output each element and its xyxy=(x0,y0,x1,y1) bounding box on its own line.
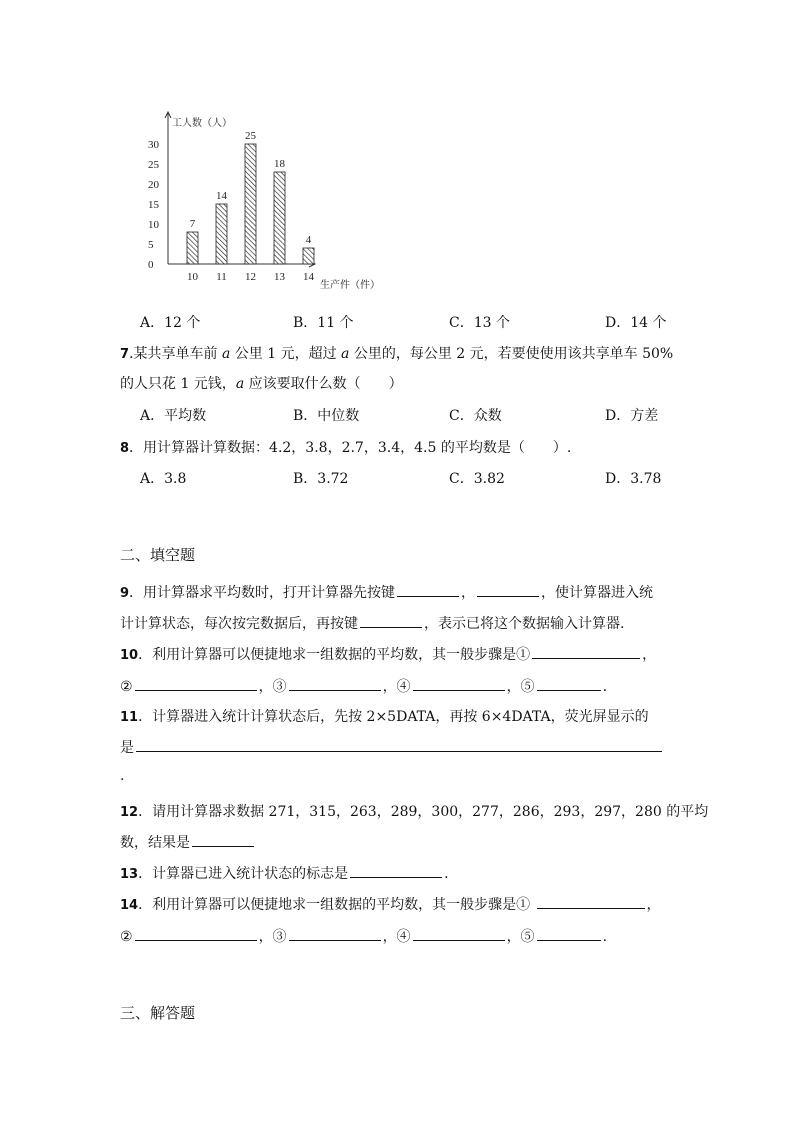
bar-data-label: 4 xyxy=(305,234,312,246)
x-tick-label: 13 xyxy=(274,271,285,283)
question-9-line2 xyxy=(120,613,624,633)
q7-option-c: C．众数 xyxy=(449,408,502,424)
punctuation: ， xyxy=(646,897,661,913)
q8-option-b: B．3.72 xyxy=(293,471,349,487)
y-tick-label: 15 xyxy=(148,199,159,211)
bar xyxy=(303,248,314,264)
q7-option-b: B．中位数 xyxy=(293,408,360,424)
question-9 xyxy=(120,582,653,602)
step-marker: ，③ xyxy=(258,679,287,695)
step-marker: ，④ xyxy=(382,929,411,945)
y-tick-label: 10 xyxy=(148,219,159,231)
punctuation: . xyxy=(444,866,449,882)
question-10-line2 xyxy=(120,676,607,696)
step-marker: ，⑤ xyxy=(506,679,535,695)
question-11-line2 xyxy=(120,737,664,757)
question-number: 10 xyxy=(120,648,139,663)
question-text: .某共享单车前 xyxy=(129,346,222,362)
question-text: 应该要取什么数（ ） xyxy=(244,376,403,392)
answer-blank[interactable] xyxy=(360,615,422,628)
answer-blank[interactable] xyxy=(135,928,257,941)
punctuation: ， xyxy=(642,647,657,663)
question-text: ．用计算器计算数据：4.2，3.8，2.7，3.4，4.5 的平均数是（ ）. xyxy=(129,440,572,456)
question-text: ．用计算器求平均数时，打开计算器先按键 xyxy=(129,585,396,601)
bar xyxy=(274,172,285,264)
x-tick-label: 11 xyxy=(216,271,227,283)
question-14 xyxy=(120,894,661,914)
q7-option-a: A．平均数 xyxy=(140,408,207,424)
question-7-line2 xyxy=(120,373,403,393)
step-marker: ，③ xyxy=(258,929,287,945)
q6-option-d: D．14 个 xyxy=(605,315,667,331)
question-text: ．计算器已进入统计状态的标志是 xyxy=(138,866,349,882)
answer-blank[interactable] xyxy=(477,584,539,597)
question-text: 公里的，每公里 2 元，若要使使用该共享单车 50% xyxy=(349,346,674,362)
answer-blank[interactable] xyxy=(135,678,257,691)
question-10 xyxy=(120,644,656,664)
y-tick-label: 30 xyxy=(148,139,159,151)
question-number: 9 xyxy=(120,586,130,601)
question-text: ．利用计算器可以便捷地求一组数据的平均数，其一般步骤是① xyxy=(138,897,535,913)
question-number: 8 xyxy=(120,441,130,456)
punctuation: . xyxy=(602,929,608,945)
bar-chart xyxy=(140,106,400,296)
x-axis-title: 生产件（件） xyxy=(320,280,380,291)
q6-option-c: C．13 个 xyxy=(449,315,510,331)
answer-blank[interactable] xyxy=(192,834,254,847)
answer-blank[interactable] xyxy=(532,646,640,659)
variable: a xyxy=(341,346,350,362)
bar-data-label: 25 xyxy=(245,130,256,142)
step-marker: ，⑤ xyxy=(506,929,535,945)
step-marker: ② xyxy=(120,679,133,695)
question-text: 公里 1 元，超过 xyxy=(230,346,342,362)
answer-blank[interactable] xyxy=(350,865,442,878)
bar-data-label: 14 xyxy=(216,190,227,202)
question-text: ．利用计算器可以便捷地求一组数据的平均数，其一般步骤是① xyxy=(138,647,531,663)
x-tick-label: 10 xyxy=(187,271,198,283)
section-heading: 二、填空题 xyxy=(120,546,196,564)
question-text: 数，结果是 xyxy=(120,835,190,851)
bar xyxy=(245,144,256,264)
x-tick-label: 14 xyxy=(303,271,314,283)
question-text: ，使计算器进入统 xyxy=(541,585,654,601)
question-8 xyxy=(120,437,571,457)
bar-data-label: 18 xyxy=(274,158,285,170)
punctuation: . xyxy=(602,679,608,695)
answer-blank[interactable] xyxy=(537,896,645,909)
question-13 xyxy=(120,863,449,883)
question-11 xyxy=(120,706,649,726)
question-11-end: . xyxy=(120,768,125,784)
answer-blank[interactable] xyxy=(413,928,505,941)
question-text: ，表示已将这个数据输入计算器. xyxy=(424,616,625,632)
q6-option-a: A．12 个 xyxy=(140,315,201,331)
q7-option-d: D．方差 xyxy=(605,408,659,424)
y-tick-label: 25 xyxy=(148,159,159,171)
answer-blank[interactable] xyxy=(537,928,601,941)
question-text: 的人只花 1 元钱， xyxy=(120,376,236,392)
answer-blank[interactable] xyxy=(397,584,459,597)
answer-blank[interactable] xyxy=(289,678,381,691)
question-number: 7 xyxy=(120,347,130,362)
bar xyxy=(187,232,198,264)
question-7 xyxy=(120,343,673,363)
question-12 xyxy=(120,801,708,821)
question-text: 计计算状态，每次按完数据后，再按键 xyxy=(120,616,358,632)
question-14-line2 xyxy=(120,926,607,946)
q8-option-d: D．3.78 xyxy=(605,471,662,487)
question-number: 14 xyxy=(120,898,139,913)
question-12-line2 xyxy=(120,832,256,852)
q8-option-a: A．3.8 xyxy=(140,471,187,487)
step-marker: ② xyxy=(120,929,133,945)
variable: a xyxy=(221,346,231,362)
question-number: 12 xyxy=(120,805,139,820)
answer-blank[interactable] xyxy=(289,928,381,941)
question-number: 13 xyxy=(120,867,139,882)
y-axis-title: 工人数（人） xyxy=(172,118,232,129)
question-text: ， xyxy=(461,585,476,601)
q6-option-b: B．11 个 xyxy=(293,315,354,331)
answer-blank[interactable] xyxy=(413,678,505,691)
bar xyxy=(216,204,227,264)
question-text: ．计算器进入统计计算状态后，先按 2×5DATA，再按 6×4DATA，荧光屏显示的 xyxy=(138,709,649,725)
section-heading: 三、解答题 xyxy=(120,1004,196,1022)
x-tick-label: 12 xyxy=(245,271,256,283)
y-tick-label: 0 xyxy=(148,259,154,271)
q8-option-c: C．3.82 xyxy=(449,471,505,487)
question-number: 11 xyxy=(120,710,139,725)
step-marker: ，④ xyxy=(382,679,411,695)
variable: a xyxy=(235,376,245,392)
answer-blank[interactable] xyxy=(136,739,662,752)
y-tick-label: 5 xyxy=(148,239,154,251)
question-text: ．请用计算器求数据 271，315，263，289，300，277，286，293，297，280 的平均 xyxy=(138,804,709,820)
bar-data-label: 7 xyxy=(189,218,196,230)
question-text: 是 xyxy=(120,740,134,756)
answer-blank[interactable] xyxy=(537,678,601,691)
y-tick-label: 20 xyxy=(148,179,159,191)
